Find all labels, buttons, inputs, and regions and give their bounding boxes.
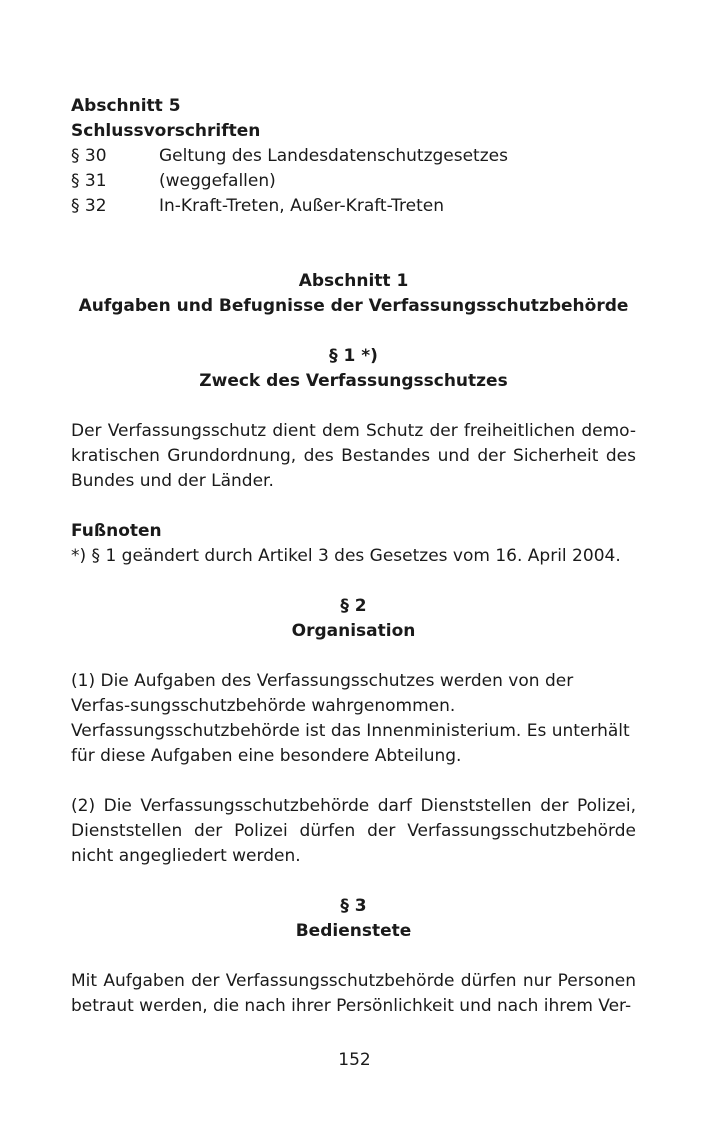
toc-section-title: Schlussvorschriften: [71, 121, 261, 141]
paragraph-number: § 3: [340, 896, 367, 916]
footnote-text: *) § 1 geändert durch Artikel 3 des Gesetzes vom 16. April 2004.: [71, 546, 621, 566]
toc-entry-title: In-Kraft-Treten, Außer-Kraft-Treten: [159, 196, 445, 216]
paragraph-text: Der Verfassungsschutz dient dem Schutz der freiheitlichen demo-kratischen Grundordnung, des Bestandes und der Sicherheit des Bundes und der Länder.: [71, 421, 636, 491]
footnotes-heading: Fußnoten: [71, 521, 162, 541]
paragraph-text: (2) Die Verfassungsschutzbehörde darf Dienststellen der Polizei, Dienststellen der Polizei dürfen der Verfassungsschutzbehörde nicht angegliedert werden.: [71, 796, 636, 866]
paragraph-title: Zweck des Verfassungsschutzes: [199, 371, 508, 391]
section-heading: Abschnitt 1: [298, 271, 409, 291]
toc-section-heading: Abschnitt 5: [71, 96, 181, 116]
toc-entry-title: Geltung des Landesdatenschutzgesetzes: [159, 146, 508, 166]
paragraph-title: Bedienstete: [295, 921, 412, 941]
toc-entry-number: § 32: [71, 196, 107, 216]
page-number: 152: [338, 1050, 371, 1070]
paragraph-title: Organisation: [291, 621, 416, 641]
toc-list: [71, 144, 636, 219]
page-content: [71, 94, 636, 1019]
paragraph-text: (1) Die Aufgaben des Verfassungsschutzes werden von der Verfas-sungsschutzbehörde wahrgenommen. Verfassungsschutzbehörde ist das Innenministerium. Es unterhält für diese Aufgaben eine besondere Abteilung.: [71, 671, 630, 766]
toc-entry: [71, 169, 636, 194]
toc-entry: [71, 144, 636, 169]
paragraph-number: § 2: [340, 596, 367, 616]
toc-entry: [71, 194, 636, 219]
paragraph-number: § 1 *): [329, 346, 378, 366]
paragraph-text: Mit Aufgaben der Verfassungsschutzbehörde dürfen nur Personen betraut werden, die nach ihrer Persönlichkeit und nach ihrem Ver-: [71, 971, 636, 1016]
toc-entry-title: (weggefallen): [159, 171, 276, 191]
section-title: Aufgaben und Befugnisse der Verfassungsschutzbehörde: [78, 296, 629, 316]
toc-entry-number: § 31: [71, 171, 107, 191]
toc-entry-number: § 30: [71, 146, 107, 166]
